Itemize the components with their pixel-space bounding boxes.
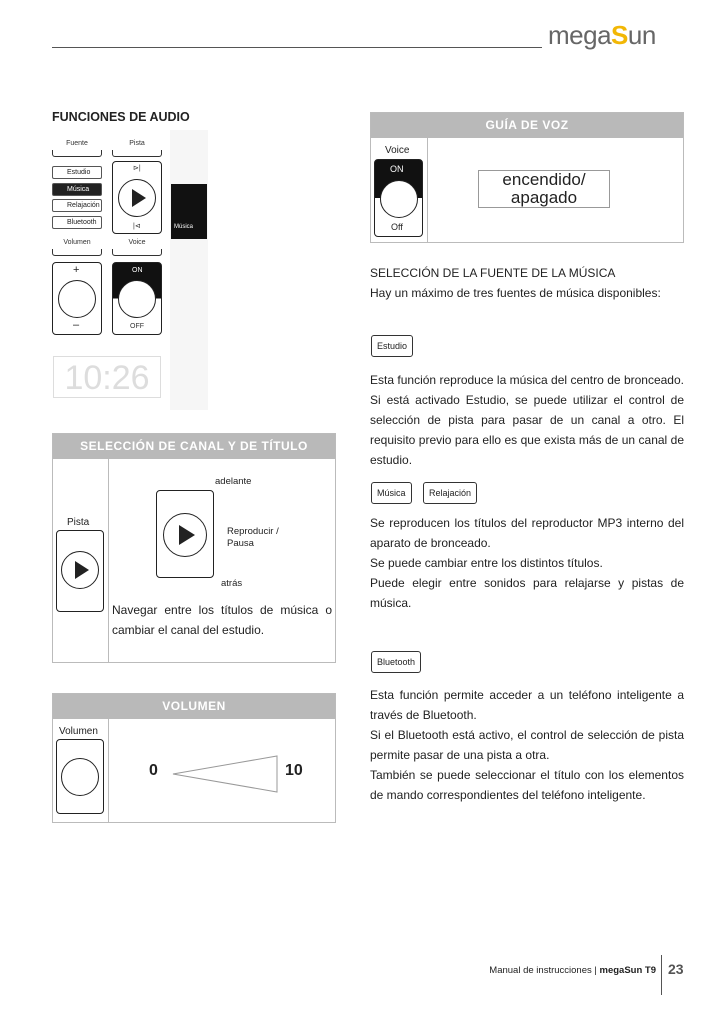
tag-bluetooth: Bluetooth bbox=[371, 651, 421, 673]
canal-header: SELECCIÓN DE CANAL Y DE TÍTULO bbox=[53, 434, 335, 459]
tag-estudio: Estudio bbox=[371, 335, 413, 357]
source-musica[interactable]: Música bbox=[52, 183, 102, 196]
footer-divider bbox=[661, 955, 662, 995]
footer: Manual de instrucciones | megaSun T9 bbox=[489, 965, 656, 976]
header-rule bbox=[52, 47, 542, 48]
voice-control-large[interactable]: ON Off bbox=[374, 159, 423, 237]
musica-touch-button[interactable]: Música bbox=[171, 184, 207, 239]
volumen-label: Volumen bbox=[52, 249, 102, 256]
voice-label: Voice bbox=[112, 249, 162, 256]
section-title-audio: FUNCIONES DE AUDIO bbox=[52, 110, 190, 124]
volume-ramp bbox=[171, 754, 281, 794]
tag-musica: Música bbox=[371, 482, 412, 504]
track-control-large[interactable] bbox=[56, 530, 104, 612]
pista-label: Pista bbox=[67, 517, 90, 528]
pista-label: Pista bbox=[112, 150, 162, 157]
page-number: 23 bbox=[668, 961, 684, 977]
volume-control-large[interactable] bbox=[56, 739, 104, 814]
source-estudio[interactable]: Estudio bbox=[52, 166, 102, 179]
track-control[interactable]: ⊳| |⊲ bbox=[112, 161, 162, 234]
megasun-logo: megaSun bbox=[548, 20, 656, 50]
volumen-box: VOLUMEN Volumen 0 10 bbox=[52, 693, 336, 823]
tag-relajacion: Relajación bbox=[423, 482, 477, 504]
voice-state: encendido/ apagado bbox=[478, 170, 610, 208]
play-icon bbox=[132, 189, 146, 207]
fuente-label: Fuente bbox=[52, 150, 102, 157]
voice-control[interactable]: ON OFF bbox=[112, 262, 162, 335]
source-bluetooth[interactable]: Bluetooth bbox=[52, 216, 102, 229]
canal-box: SELECCIÓN DE CANAL Y DE TÍTULO Pista adelante Reproducir / Pausa atrás Navegar entre los títulos de música o cambiar el canal del estudio. bbox=[52, 433, 336, 663]
source-relajacion[interactable]: Relajación bbox=[52, 199, 102, 212]
clock-display: 10:26 bbox=[53, 356, 161, 398]
guia-box: GUÍA DE VOZ Voice ON Off encendido/ apagado bbox=[370, 112, 684, 243]
volume-control[interactable]: + – bbox=[52, 262, 102, 335]
track-control-diagram bbox=[156, 490, 214, 578]
